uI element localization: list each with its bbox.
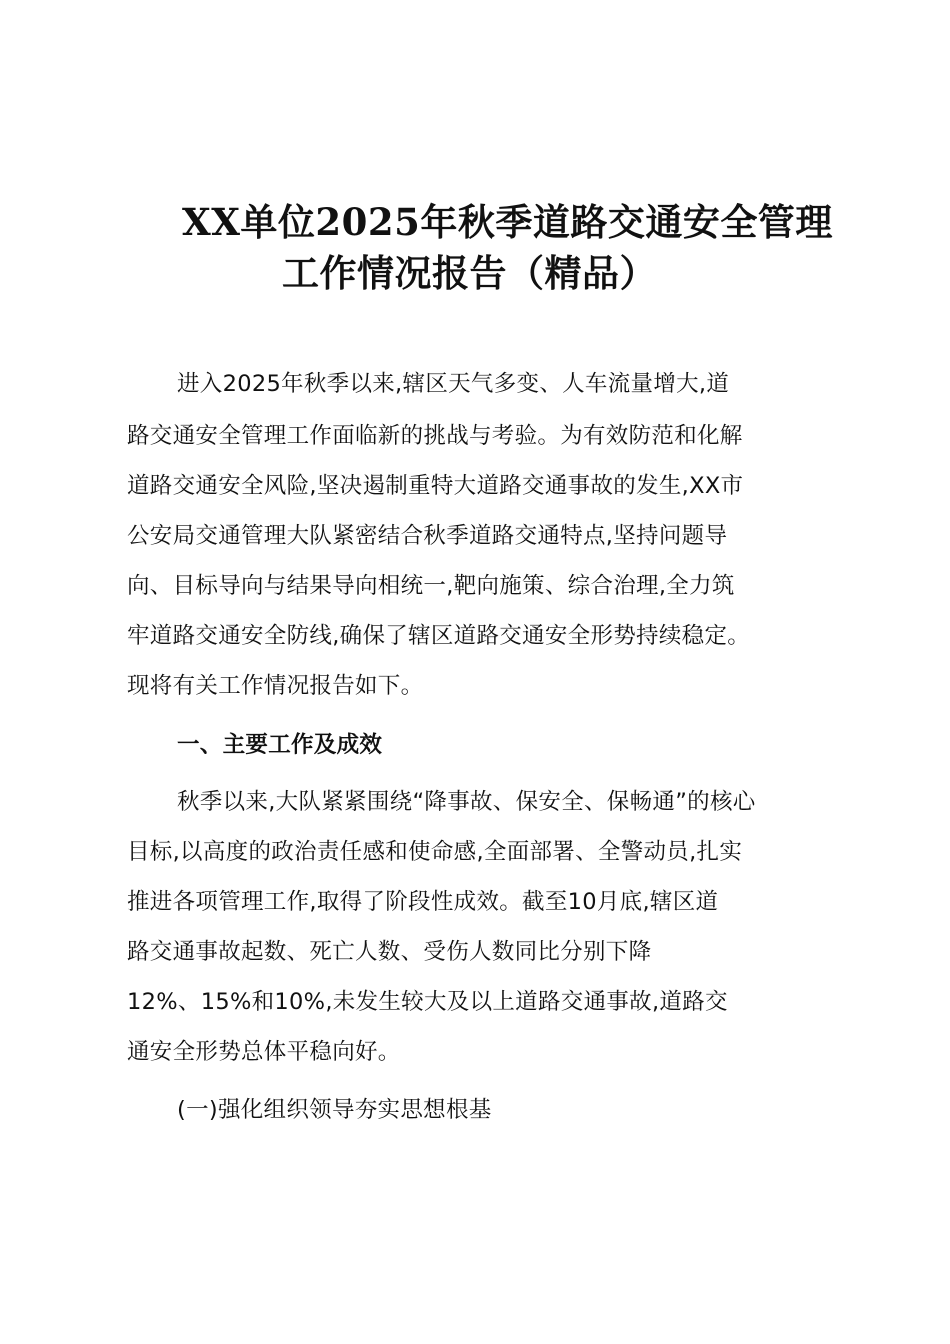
- section-paragraph-line: 推进各项管理工作,取得了阶段性成效。截至10月底,辖区道: [127, 889, 719, 915]
- document-title-line-2: 工作情况报告（精品）: [282, 251, 657, 295]
- intro-paragraph-line: 向、目标导向与结果导向相统一,靶向施策、综合治理,全力筑: [127, 573, 735, 599]
- section-paragraph-line: 12%、15%和10%,未发生较大及以上道路交通事故,道路交: [127, 989, 728, 1015]
- subsection-heading: (一)强化组织领导夯实思想根基: [177, 1097, 492, 1123]
- section-paragraph-line: 目标,以高度的政治责任感和使命感,全面部署、全警动员,扎实: [127, 839, 743, 865]
- intro-paragraph-line: 进入2025年秋季以来,辖区天气多变、人车流量增大,道: [177, 371, 730, 397]
- document-title-line-1: XX单位2025年秋季道路交通安全管理: [182, 200, 833, 244]
- section-paragraph-line: 通安全形势总体平稳向好。: [127, 1039, 401, 1065]
- section-heading: 一、主要工作及成效: [177, 732, 383, 758]
- intro-paragraph-line: 现将有关工作情况报告如下。: [127, 673, 424, 699]
- section-paragraph-line: 秋季以来,大队紧紧围绕“降事故、保安全、保畅通”的核心: [177, 789, 756, 815]
- intro-paragraph-line: 公安局交通管理大队紧密结合秋季道路交通特点,坚持问题导: [127, 523, 728, 549]
- intro-paragraph-line: 道路交通安全风险,坚决遏制重特大道路交通事故的发生,XX市: [127, 473, 744, 499]
- section-paragraph-line: 路交通事故起数、死亡人数、受伤人数同比分别下降: [127, 939, 652, 965]
- intro-paragraph-line: 路交通安全管理工作面临新的挑战与考验。为有效防范和化解: [127, 423, 743, 449]
- intro-paragraph-line: 牢道路交通安全防线,确保了辖区道路交通安全形势持续稳定。: [127, 623, 751, 649]
